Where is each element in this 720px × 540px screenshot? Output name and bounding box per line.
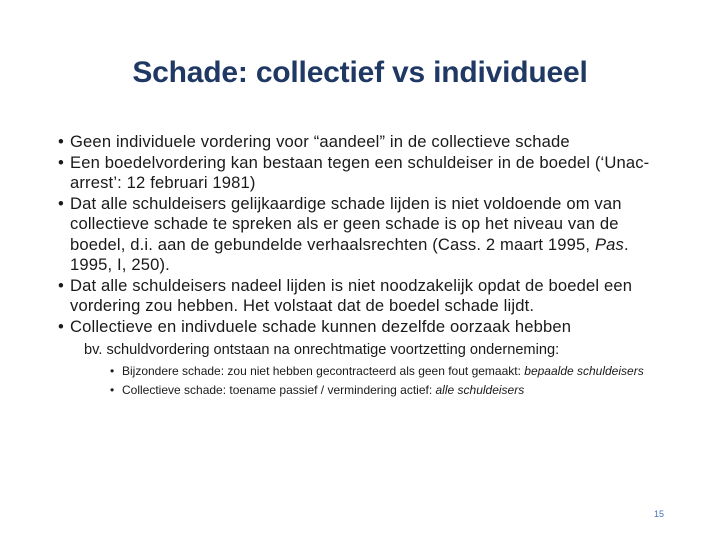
bullet-icon: •: [110, 364, 115, 378]
bullet-text-italic: Pas: [594, 234, 624, 254]
page-number: 15: [653, 509, 664, 519]
sub-sub-item-italic: alle schuldeisers: [435, 383, 525, 397]
bullet-item: [58, 153, 668, 194]
bullet-icon: •: [58, 132, 64, 151]
sub-sub-item-text: Bijzondere schade: zou niet hebben gecontracteerd als geen fout gemaakt:: [122, 364, 525, 378]
slide-body: [58, 132, 668, 397]
bullet-icon: •: [110, 383, 115, 397]
bullet-text: [70, 194, 629, 275]
sub-sub-item: [110, 384, 668, 397]
bullet-item: [58, 132, 668, 153]
bullet-icon: •: [58, 316, 64, 336]
bullet-item: [58, 194, 668, 276]
bullet-text: Geen individuele vordering voor “aandeel” in de collectieve schade: [70, 132, 570, 151]
sub-item: bv. schuldvordering ontstaan na onrechtmatige voortzetting onderneming:: [84, 342, 560, 358]
bullet-item: [58, 276, 668, 317]
slide-title: Schade: collectief vs individueel: [132, 56, 588, 89]
bullet-item: [58, 317, 668, 338]
bullet-icon: •: [58, 193, 64, 213]
bullet-text-part: . 1995, I, 250).: [70, 234, 629, 274]
bullet-icon: •: [58, 152, 64, 172]
sub-sub-item-italic: bepaalde schuldeisers: [524, 364, 644, 378]
bullet-text: Collectieve en indivduele schade kunnen dezelfde oorzaak hebben: [70, 316, 572, 336]
sub-sub-item: [110, 365, 668, 378]
bullet-text-part: Dat alle schuldeisers gelijkaardige schade lijden is niet voldoende om van collectieve schade te spreken als er geen schade is op het niveau van de boedel, d.i. aan de gebundelde verhaalsrechten (Cass. 2 maart 1995,: [70, 193, 622, 254]
sub-sub-item-text: Collectieve schade: toename passief / vermindering actief:: [122, 383, 436, 397]
bullet-text: Een boedelvordering kan bestaan tegen een schuldeiser in de boedel (‘Unac-arrest’: 12 februari 1981): [70, 152, 650, 192]
bullet-icon: •: [58, 275, 64, 295]
bullet-text: Dat alle schuldeisers nadeel lijden is niet noodzakelijk opdat de boedel een vordering zou hebben. Het volstaat dat de boedel schade lijdt.: [70, 275, 633, 315]
